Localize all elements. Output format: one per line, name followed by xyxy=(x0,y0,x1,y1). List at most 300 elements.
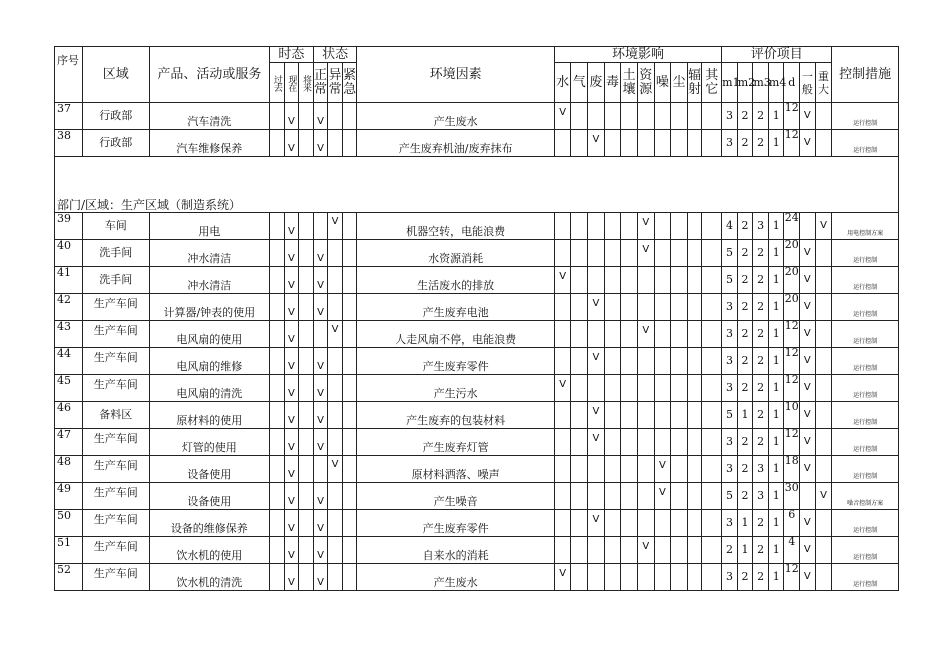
now-cell: V xyxy=(284,213,299,240)
table-row xyxy=(55,321,899,348)
past-cell xyxy=(270,564,285,591)
general-cell: V xyxy=(800,456,816,483)
impact-cell xyxy=(687,348,702,375)
emergency-cell xyxy=(342,321,357,348)
future-cell xyxy=(299,267,314,294)
eval-m-cell: 2 xyxy=(753,294,769,321)
area-cell: 车间 xyxy=(83,213,150,240)
future-cell xyxy=(299,130,314,157)
emergency-cell xyxy=(342,537,357,564)
eval-m-cell: 1 xyxy=(768,213,784,240)
past-cell xyxy=(270,130,285,157)
eval-m-cell: 1 xyxy=(737,402,753,429)
eval-m-cell: 3 xyxy=(753,456,769,483)
eval-d-cell: 12 xyxy=(784,348,800,375)
seq-cell: 52 xyxy=(55,564,83,591)
activity-cell: 设备使用 xyxy=(149,456,270,483)
abnormal-cell xyxy=(328,429,343,456)
control-cell: 运行控制 xyxy=(832,402,899,429)
impact-cell xyxy=(604,456,621,483)
general-cell: V xyxy=(800,130,816,157)
impact-cell xyxy=(571,402,588,429)
impact-cell xyxy=(687,564,702,591)
eval-header: 评价项目 xyxy=(722,47,832,63)
control-cell: 运行控制 xyxy=(832,429,899,456)
control-cell: 噪音控制方案 xyxy=(832,483,899,510)
emergency-cell xyxy=(342,103,357,130)
eval-m-cell: 2 xyxy=(753,537,769,564)
impact-cell xyxy=(671,294,688,321)
impact-cell xyxy=(554,321,571,348)
impact-cell: V xyxy=(654,456,671,483)
impact-cell: V xyxy=(554,375,571,402)
eval-m-cell: 3 xyxy=(722,130,738,157)
eval-m-cell: 2 xyxy=(753,564,769,591)
eval-m-cell: 2 xyxy=(753,348,769,375)
eval-d-cell: 4 xyxy=(784,537,800,564)
control-cell: 运行控制 xyxy=(832,537,899,564)
impact-cell xyxy=(571,130,588,157)
factor-cell: 产生废弃零件 xyxy=(357,348,554,375)
factor-cell: 产生污水 xyxy=(357,375,554,402)
future-cell xyxy=(299,510,314,537)
impact-sub-header: 噪 xyxy=(654,63,671,103)
table-row xyxy=(55,375,899,402)
normal-cell: V xyxy=(313,348,328,375)
impact-cell xyxy=(671,537,688,564)
normal-cell xyxy=(313,321,328,348)
impact-cell xyxy=(621,402,638,429)
activity-cell: 汽车维修保养 xyxy=(149,130,270,157)
impact-cell xyxy=(702,130,722,157)
past-cell xyxy=(270,321,285,348)
impact-cell xyxy=(637,564,654,591)
impact-cell xyxy=(654,130,671,157)
activity-cell: 饮水机的使用 xyxy=(149,537,270,564)
eval-m-cell: 1 xyxy=(768,321,784,348)
factor-cell: 水资源消耗 xyxy=(357,240,554,267)
future-cell xyxy=(299,213,314,240)
emergency-cell xyxy=(342,213,357,240)
past-cell xyxy=(270,456,285,483)
now-cell: V xyxy=(284,483,299,510)
major-cell xyxy=(815,348,832,375)
impact-cell xyxy=(654,564,671,591)
eval-d-cell: 12 xyxy=(784,130,800,157)
general-cell: V xyxy=(800,564,816,591)
normal-cell: V xyxy=(313,537,328,564)
impact-cell xyxy=(702,294,722,321)
impact-cell xyxy=(702,103,722,130)
impact-cell xyxy=(654,267,671,294)
eval-m-cell: 3 xyxy=(722,510,738,537)
impact-cell xyxy=(687,103,702,130)
eval-m-cell: 3 xyxy=(722,348,738,375)
eval-m-cell: 2 xyxy=(753,267,769,294)
now-cell: V xyxy=(284,375,299,402)
major-cell xyxy=(815,103,832,130)
future-cell xyxy=(299,375,314,402)
area-cell: 生产车间 xyxy=(83,456,150,483)
impact-cell: V xyxy=(637,240,654,267)
impact-cell: V xyxy=(588,130,605,157)
now-cell: V xyxy=(284,456,299,483)
major-cell: V xyxy=(815,213,832,240)
eval-m-cell: 2 xyxy=(753,240,769,267)
factor-cell: 产生废水 xyxy=(357,103,554,130)
activity-cell: 电风扇的使用 xyxy=(149,321,270,348)
activity-cell: 用电 xyxy=(149,213,270,240)
normal-cell: V xyxy=(313,483,328,510)
abnormal-cell xyxy=(328,240,343,267)
area-cell: 生产车间 xyxy=(83,537,150,564)
general-cell: V xyxy=(800,510,816,537)
control-header: 控制措施 xyxy=(832,47,899,103)
impact-cell xyxy=(637,267,654,294)
impact-cell xyxy=(702,267,722,294)
activity-cell: 电风扇的清洗 xyxy=(149,375,270,402)
seq-cell: 42 xyxy=(55,294,83,321)
eval-sub-header: m4 xyxy=(768,63,784,103)
eval-m-cell: 3 xyxy=(722,564,738,591)
control-cell: 运行控制 xyxy=(832,267,899,294)
abnormal-cell xyxy=(328,267,343,294)
emergency-cell xyxy=(342,483,357,510)
impact-cell xyxy=(621,130,638,157)
impact-cell xyxy=(588,537,605,564)
impact-cell xyxy=(671,213,688,240)
table-row xyxy=(55,267,899,294)
time-sub-header: 将来 xyxy=(299,63,314,103)
normal-cell: V xyxy=(313,103,328,130)
impact-cell: V xyxy=(554,564,571,591)
future-cell xyxy=(299,456,314,483)
past-cell xyxy=(270,429,285,456)
emergency-cell xyxy=(342,130,357,157)
impact-cell xyxy=(588,267,605,294)
impact-cell xyxy=(604,348,621,375)
impact-cell xyxy=(654,321,671,348)
emergency-cell xyxy=(342,402,357,429)
impact-cell xyxy=(687,456,702,483)
eval-d-cell: 12 xyxy=(784,103,800,130)
impact-sub-header: 废 xyxy=(588,63,605,103)
eval-d-cell: 30 xyxy=(784,483,800,510)
impact-cell xyxy=(654,537,671,564)
abnormal-cell xyxy=(328,375,343,402)
impact-cell xyxy=(671,267,688,294)
activity-cell: 原材料的使用 xyxy=(149,402,270,429)
future-cell xyxy=(299,240,314,267)
eval-m-cell: 1 xyxy=(768,348,784,375)
impact-cell xyxy=(621,537,638,564)
normal-cell: V xyxy=(313,267,328,294)
normal-cell xyxy=(313,456,328,483)
area-cell: 备料区 xyxy=(83,402,150,429)
factor-cell: 生活废水的排放 xyxy=(357,267,554,294)
past-cell xyxy=(270,240,285,267)
impact-cell: V xyxy=(637,321,654,348)
impact-cell xyxy=(687,375,702,402)
impact-cell xyxy=(702,537,722,564)
state-sub-header: 紧急 xyxy=(342,63,357,103)
impact-cell xyxy=(621,240,638,267)
impact-cell xyxy=(671,483,688,510)
eval-d-cell: 24 xyxy=(784,213,800,240)
impact-cell: V xyxy=(654,483,671,510)
impact-cell xyxy=(621,375,638,402)
impact-cell xyxy=(702,429,722,456)
now-cell: V xyxy=(284,510,299,537)
impact-cell xyxy=(637,510,654,537)
activity-header: 产品、活动或服务 xyxy=(149,47,270,103)
activity-cell: 电风扇的维修 xyxy=(149,348,270,375)
impact-cell: V xyxy=(554,103,571,130)
emergency-cell xyxy=(342,294,357,321)
past-cell xyxy=(270,483,285,510)
general-cell: V xyxy=(800,375,816,402)
eval-m-cell: 3 xyxy=(722,429,738,456)
impact-cell: V xyxy=(588,294,605,321)
impact-cell xyxy=(654,402,671,429)
major-cell xyxy=(815,510,832,537)
impact-cell xyxy=(687,294,702,321)
factor-cell: 产生废弃电池 xyxy=(357,294,554,321)
table-row xyxy=(55,240,899,267)
impact-cell xyxy=(671,103,688,130)
control-cell: 运行控制 xyxy=(832,348,899,375)
state-sub-header: 异常 xyxy=(328,63,343,103)
impact-cell xyxy=(671,402,688,429)
impact-cell xyxy=(571,348,588,375)
seq-cell: 46 xyxy=(55,402,83,429)
eval-m-cell: 1 xyxy=(768,130,784,157)
future-cell xyxy=(299,348,314,375)
control-cell: 运行控制 xyxy=(832,456,899,483)
eval-d-cell: 12 xyxy=(784,321,800,348)
eval-m-cell: 5 xyxy=(722,240,738,267)
seq-cell: 49 xyxy=(55,483,83,510)
impact-cell: V xyxy=(588,348,605,375)
eval-m-cell: 3 xyxy=(722,294,738,321)
future-cell xyxy=(299,294,314,321)
time-sub-header: 过去 xyxy=(270,63,285,103)
eval-m-cell: 2 xyxy=(753,321,769,348)
future-cell xyxy=(299,429,314,456)
eval-m-cell: 2 xyxy=(737,375,753,402)
impact-cell xyxy=(604,537,621,564)
factor-cell: 产生噪音 xyxy=(357,483,554,510)
past-cell xyxy=(270,510,285,537)
factor-cell: 产生废弃机油/废弃抹布 xyxy=(357,130,554,157)
normal-cell: V xyxy=(313,375,328,402)
impact-cell xyxy=(687,130,702,157)
table-row xyxy=(55,429,899,456)
eval-m-cell: 1 xyxy=(768,375,784,402)
table-row xyxy=(55,294,899,321)
eval-m-cell: 2 xyxy=(737,294,753,321)
factor-cell: 人走风扇不停，电能浪费 xyxy=(357,321,554,348)
eval-m-cell: 2 xyxy=(737,240,753,267)
impact-cell: V xyxy=(588,510,605,537)
impact-cell xyxy=(687,537,702,564)
general-cell: V xyxy=(800,294,816,321)
impact-cell xyxy=(571,103,588,130)
future-cell xyxy=(299,483,314,510)
eval-m-cell: 2 xyxy=(737,429,753,456)
emergency-cell xyxy=(342,348,357,375)
impact-cell xyxy=(637,402,654,429)
impact-cell xyxy=(604,321,621,348)
impact-cell xyxy=(702,402,722,429)
now-cell: V xyxy=(284,402,299,429)
environmental-factor-table xyxy=(54,46,899,591)
eval-sub-header: 一般 xyxy=(800,63,816,103)
seq-cell: 44 xyxy=(55,348,83,375)
eval-m-cell: 2 xyxy=(737,130,753,157)
impact-cell xyxy=(554,456,571,483)
impact-cell xyxy=(687,402,702,429)
impact-sub-header: 尘 xyxy=(671,63,688,103)
eval-m-cell: 5 xyxy=(722,402,738,429)
impact-cell xyxy=(604,103,621,130)
eval-m-cell: 5 xyxy=(722,483,738,510)
eval-m-cell: 2 xyxy=(737,321,753,348)
major-cell xyxy=(815,456,832,483)
future-cell xyxy=(299,564,314,591)
impact-cell xyxy=(621,321,638,348)
eval-d-cell: 12 xyxy=(784,375,800,402)
eval-sub-header: 重大 xyxy=(815,63,832,103)
impact-sub-header: 辐射 xyxy=(687,63,702,103)
general-cell xyxy=(800,213,816,240)
area-cell: 生产车间 xyxy=(83,483,150,510)
impact-cell xyxy=(554,130,571,157)
impact-sub-header: 气 xyxy=(571,63,588,103)
impact-cell xyxy=(621,348,638,375)
impact-cell xyxy=(702,564,722,591)
impact-cell xyxy=(687,240,702,267)
major-cell xyxy=(815,564,832,591)
now-cell: V xyxy=(284,294,299,321)
general-cell xyxy=(800,483,816,510)
eval-m-cell: 1 xyxy=(737,510,753,537)
impact-cell xyxy=(702,213,722,240)
table-row xyxy=(55,537,899,564)
now-cell: V xyxy=(284,537,299,564)
abnormal-cell xyxy=(328,402,343,429)
emergency-cell xyxy=(342,429,357,456)
table-row xyxy=(55,402,899,429)
impact-header: 环境影响 xyxy=(554,47,721,63)
section-title: 部门/区域：生产区域（制造系统） xyxy=(55,157,899,213)
impact-cell xyxy=(604,240,621,267)
eval-m-cell: 1 xyxy=(737,537,753,564)
major-cell xyxy=(815,130,832,157)
activity-cell: 汽车清洗 xyxy=(149,103,270,130)
control-cell: 运行控制 xyxy=(832,510,899,537)
impact-cell: V xyxy=(588,402,605,429)
eval-m-cell: 2 xyxy=(737,348,753,375)
activity-cell: 计算器/钟表的使用 xyxy=(149,294,270,321)
now-cell: V xyxy=(284,103,299,130)
control-cell: 运行控制 xyxy=(832,564,899,591)
emergency-cell xyxy=(342,510,357,537)
impact-cell xyxy=(554,510,571,537)
normal-cell: V xyxy=(313,130,328,157)
impact-cell xyxy=(588,213,605,240)
major-cell xyxy=(815,267,832,294)
eval-m-cell: 1 xyxy=(768,537,784,564)
eval-m-cell: 2 xyxy=(737,103,753,130)
impact-cell xyxy=(671,510,688,537)
eval-m-cell: 5 xyxy=(722,267,738,294)
control-cell: 运行控制 xyxy=(832,240,899,267)
eval-d-cell: 6 xyxy=(784,510,800,537)
impact-cell xyxy=(554,240,571,267)
area-cell: 生产车间 xyxy=(83,429,150,456)
time-state-header: 时态 xyxy=(270,47,314,63)
eval-sub-header: m2 xyxy=(737,63,753,103)
eval-m-cell: 2 xyxy=(737,267,753,294)
impact-cell xyxy=(621,267,638,294)
impact-cell xyxy=(671,130,688,157)
abnormal-cell xyxy=(328,564,343,591)
table-row xyxy=(55,103,899,130)
impact-cell xyxy=(621,483,638,510)
general-cell: V xyxy=(800,348,816,375)
eval-m-cell: 1 xyxy=(768,429,784,456)
area-cell: 生产车间 xyxy=(83,375,150,402)
table-row xyxy=(55,483,899,510)
factor-cell: 自来水的消耗 xyxy=(357,537,554,564)
eval-m-cell: 1 xyxy=(768,240,784,267)
control-cell: 运行控制 xyxy=(832,294,899,321)
factor-header: 环境因素 xyxy=(357,47,554,103)
seq-cell: 48 xyxy=(55,456,83,483)
area-cell: 生产车间 xyxy=(83,510,150,537)
now-cell: V xyxy=(284,267,299,294)
major-cell xyxy=(815,537,832,564)
past-cell xyxy=(270,103,285,130)
impact-cell xyxy=(702,483,722,510)
eval-m-cell: 1 xyxy=(768,402,784,429)
emergency-cell xyxy=(342,456,357,483)
table-row xyxy=(55,130,899,157)
environmental-factor-table-sheet xyxy=(54,46,899,591)
area-cell: 行政部 xyxy=(83,130,150,157)
impact-cell xyxy=(671,240,688,267)
eval-m-cell: 2 xyxy=(753,510,769,537)
general-cell: V xyxy=(800,402,816,429)
impact-cell xyxy=(571,483,588,510)
eval-m-cell: 2 xyxy=(753,130,769,157)
seq-cell: 47 xyxy=(55,429,83,456)
seq-cell: 50 xyxy=(55,510,83,537)
impact-cell xyxy=(571,537,588,564)
impact-cell xyxy=(554,348,571,375)
normal-cell: V xyxy=(313,510,328,537)
activity-cell: 冲水清洁 xyxy=(149,240,270,267)
table-row xyxy=(55,348,899,375)
time-sub-header: 现在 xyxy=(284,63,299,103)
impact-sub-header: 土壤 xyxy=(621,63,638,103)
area-cell: 生产车间 xyxy=(83,564,150,591)
eval-d-cell: 20 xyxy=(784,294,800,321)
state-sub-header: 正常 xyxy=(313,63,328,103)
abnormal-cell xyxy=(328,348,343,375)
eval-m-cell: 1 xyxy=(768,456,784,483)
